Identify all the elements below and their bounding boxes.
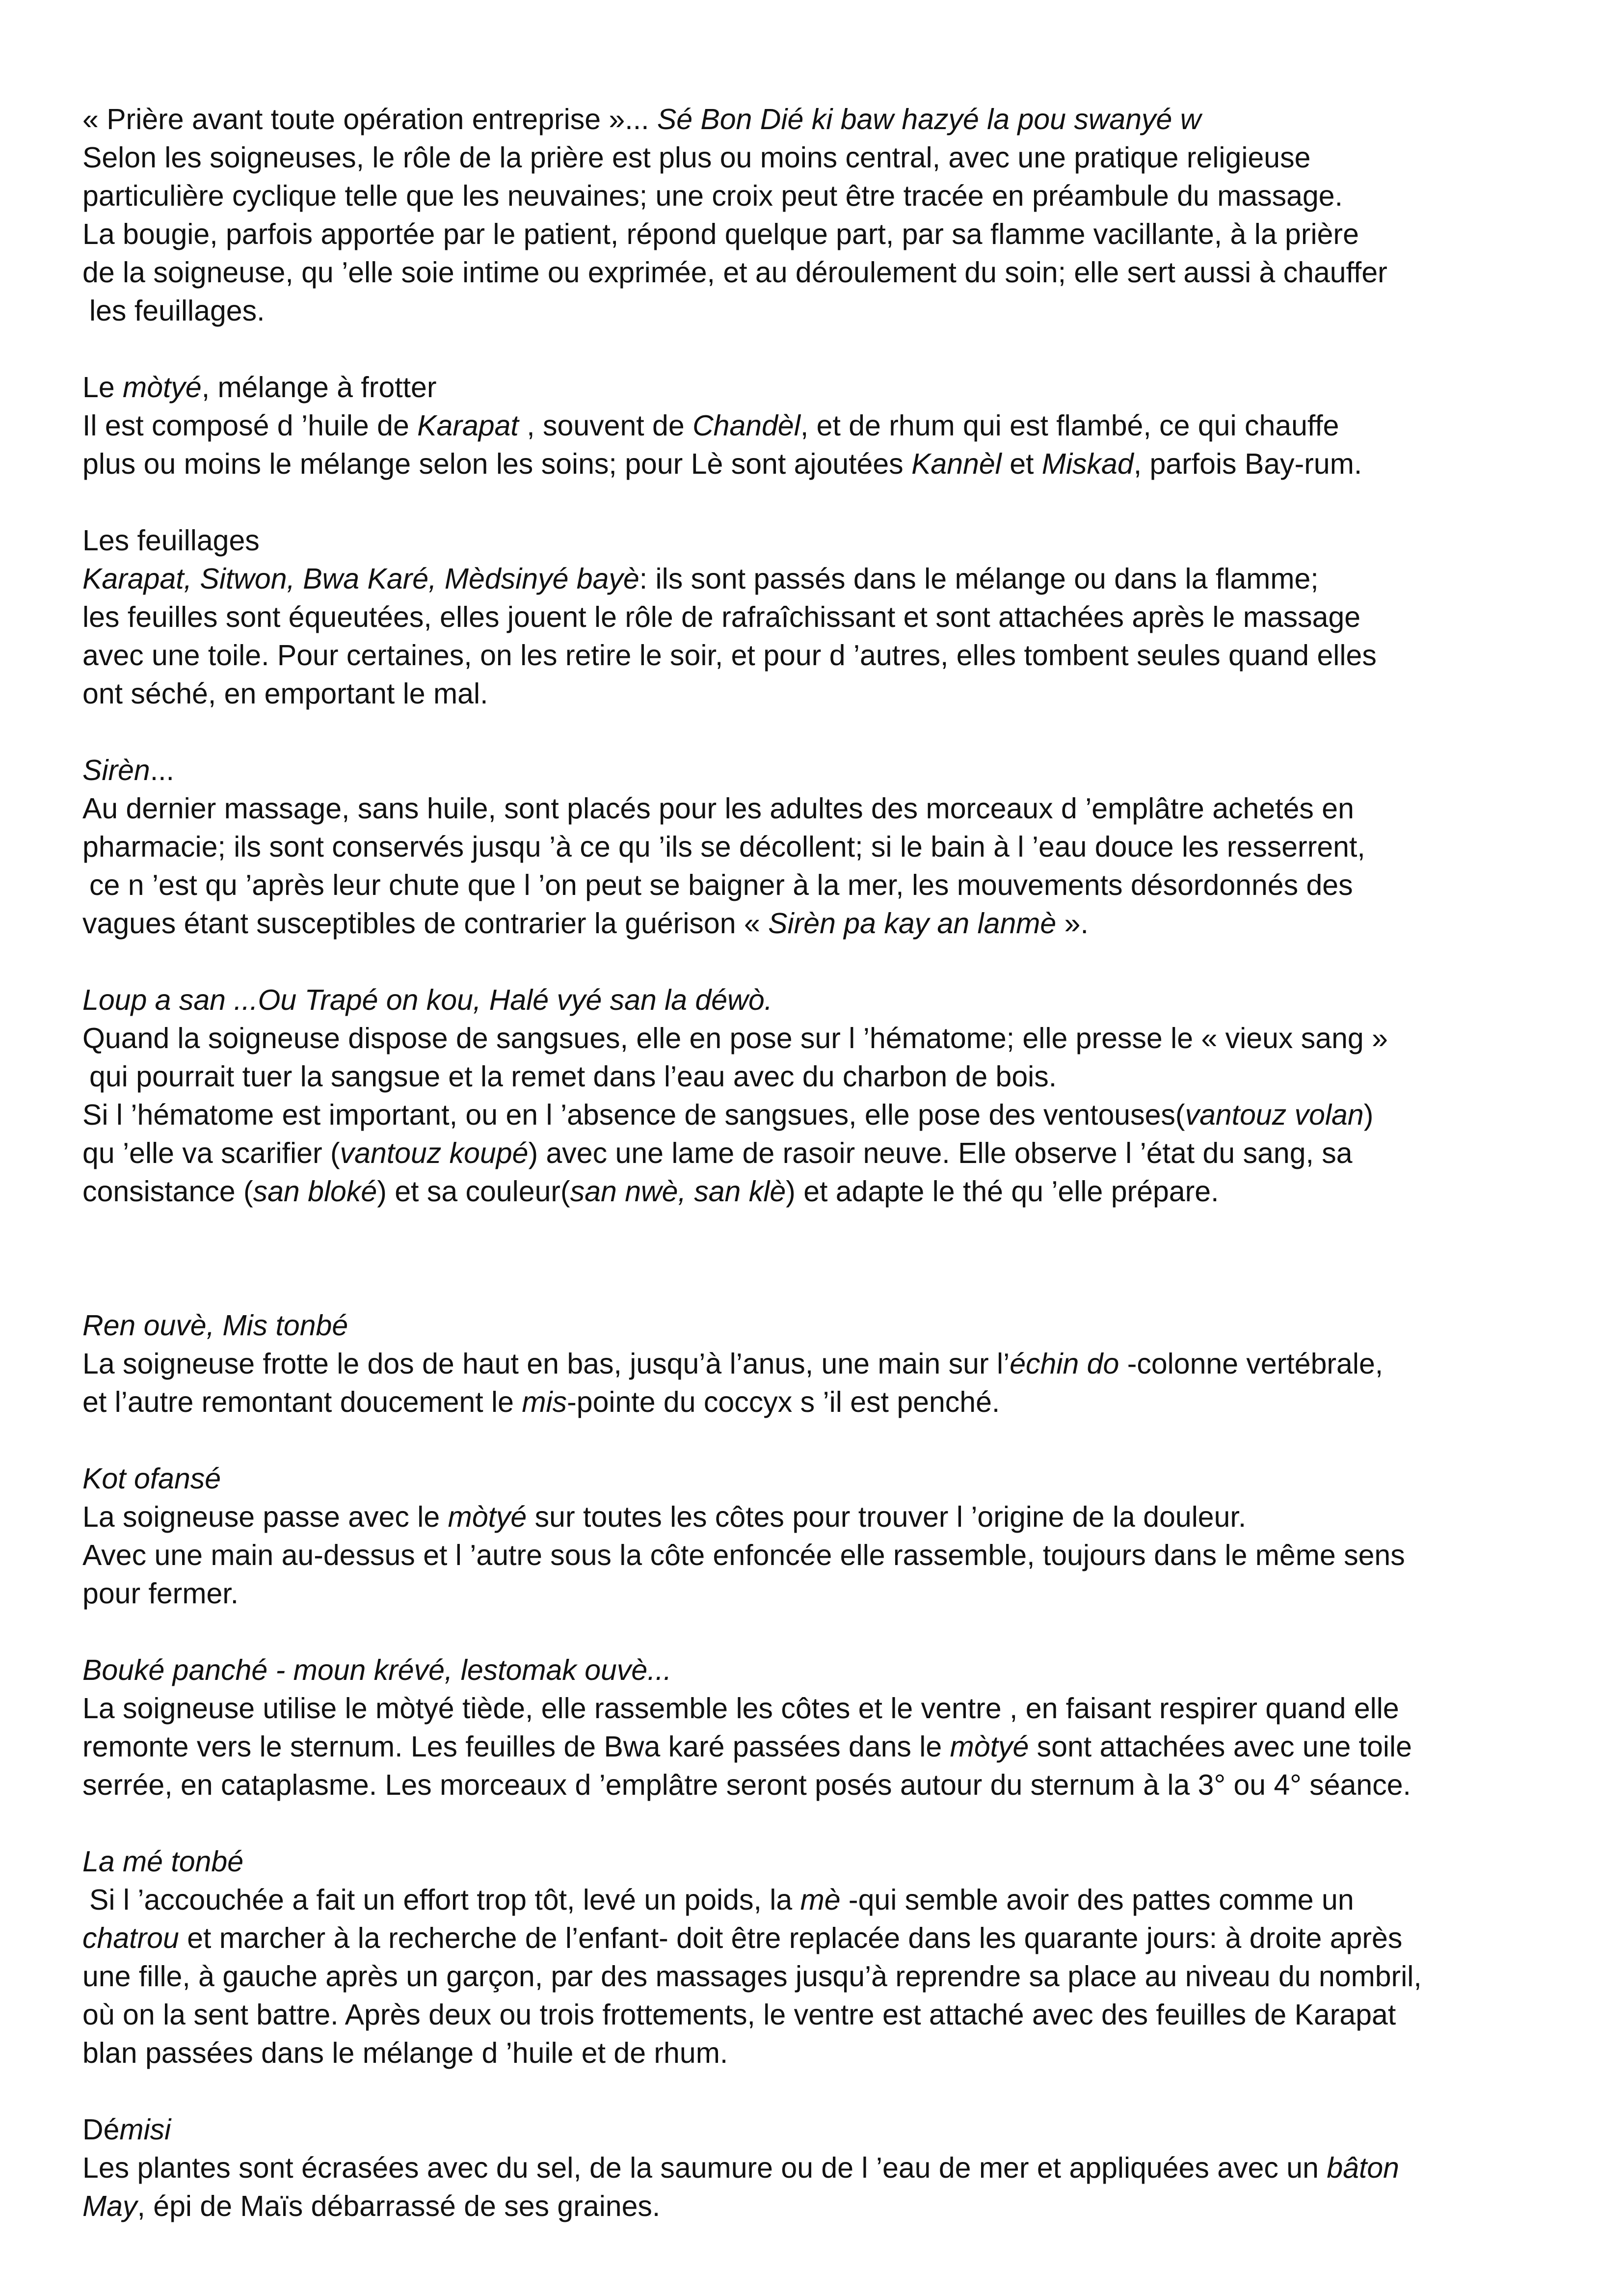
section-title: Les feuillages (82, 524, 260, 557)
section-la-me-tonbe (82, 1842, 1555, 2072)
paragraph-line: blan passées dans le mélange d ’huile et de rhum. (82, 2037, 728, 2069)
paragraph-line: La soigneuse utilise le mòtyé tiède, elle rassemble les côtes et le ventre , en faisant respirer quand elle (82, 1692, 1399, 1725)
paragraph-line: Il est composé d ’huile de Karapat , souvent de Chandèl, et de rhum qui est flambé, ce qui chauffe (82, 409, 1339, 442)
paragraph-line: les feuillages. (89, 295, 265, 327)
section-loup-a-san (82, 981, 1555, 1211)
paragraph-line: ont séché, en emportant le mal. (82, 677, 488, 710)
section-kot-ofanse (82, 1459, 1555, 1613)
section-title: Ren ouvè, Mis tonbé (82, 1309, 348, 1342)
paragraph-line: vagues étant susceptibles de contrarier la guérison « Sirèn pa kay an lanmè ». (82, 907, 1089, 940)
paragraph-line: ce n ’est qu ’après leur chute que l ’on peut se baigner à la mer, les mouvements désordonnés des (89, 869, 1353, 901)
paragraph-line: Avec une main au-dessus et l ’autre sous la côte enfoncée elle rassemble, toujours dans le même sens (82, 1539, 1405, 1571)
paragraph-line: avec une toile. Pour certaines, on les retire le soir, et pour d ’autres, elles tombent seules quand elles (82, 639, 1377, 672)
paragraph-line: La soigneuse frotte le dos de haut en bas, jusqu’à l’anus, une main sur l’échin do -colonne vertébrale, (82, 1348, 1384, 1380)
section-title: Sirèn... (82, 754, 174, 786)
paragraph-line: Si l ’accouchée a fait un effort trop tôt, levé un poids, la mè -qui semble avoir des pattes comme un (89, 1884, 1354, 1916)
paragraph-line: La soigneuse passe avec le mòtyé sur toutes les côtes pour trouver l ’origine de la douleur. (82, 1501, 1247, 1533)
section-title: Le mòtyé, mélange à frotter (82, 371, 437, 404)
paragraph-line: Si l ’hématome est important, ou en l ’absence de sangsues, elle pose des ventouses(vantouz volan) (82, 1099, 1374, 1131)
section-siren (82, 751, 1555, 943)
section-title: Loup a san ...Ou Trapé on kou, Halé vyé san la déwò. (82, 984, 772, 1016)
paragraph-line: Au dernier massage, sans huile, sont placés pour les adultes des morceaux d ’emplâtre achetés en (82, 792, 1354, 825)
paragraph-line: qu ’elle va scarifier (vantouz koupé) avec une lame de rasoir neuve. Elle observe l ’état du sang, sa (82, 1137, 1353, 1169)
paragraph-line: remonte vers le sternum. Les feuilles de Bwa karé passées dans le mòtyé sont attachées avec une toile (82, 1730, 1412, 1763)
paragraph-line: Quand la soigneuse dispose de sangsues, elle en pose sur l ’hématome; elle presse le « vieux sang » (82, 1022, 1388, 1054)
paragraph-line (82, 100, 1555, 138)
paragraph-line: May, épi de Maïs débarrassé de ses graines. (82, 2190, 661, 2222)
paragraph-line: et l’autre remontant doucement le mis-pointe du coccyx s ’il est penché. (82, 1386, 1000, 1418)
paragraph-line: chatrou et marcher à la recherche de l’enfant- doit être replacée dans les quarante jours: à droite après (82, 1922, 1403, 1954)
paragraph-line: pour fermer. (82, 1577, 239, 1610)
paragraph-line: plus ou moins le mélange selon les soins; pour Lè sont ajoutées Kannèl et Miskad, parfois Bay-rum. (82, 448, 1362, 480)
section-demisi (82, 2110, 1555, 2225)
paragraph-line: une fille, à gauche après un garçon, par des massages jusqu’à reprendre sa place au niveau du nombril, (82, 1960, 1422, 1993)
paragraph-line: Selon les soigneuses, le rôle de la prière est plus ou moins central, avec une pratique religieuse (82, 141, 1311, 174)
text-run: « Prière avant toute opération entreprise »... (82, 103, 657, 135)
paragraph-line: qui pourrait tuer la sangsue et la remet dans l’eau avec du charbon de bois. (89, 1060, 1057, 1093)
section-bouke-panche (82, 1651, 1555, 1804)
document-page (82, 100, 1555, 2264)
paragraph-line: de la soigneuse, qu ’elle soie intime ou exprimée, et au déroulement du soin; elle sert aussi à chauffer (82, 256, 1387, 289)
paragraph-line: particulière cyclique telle que les neuvaines; une croix peut être tracée en préambule du massage. (82, 180, 1343, 212)
paragraph-line: serrée, en cataplasme. Les morceaux d ’emplâtre seront posés autour du sternum à la 3° ou 4° séance. (82, 1769, 1411, 1801)
section-title: La mé tonbé (82, 1845, 244, 1878)
creole-phrase: Sé Bon Dié ki baw hazyé la pou swanyé w (657, 103, 1201, 135)
paragraph-line: où on la sent battre. Après deux ou trois frottements, le ventre est attaché avec des feuilles de Karapat (82, 1999, 1396, 2031)
section-title: Démisi (82, 2113, 171, 2146)
section-title: Bouké panché - moun krévé, lestomak ouvè... (82, 1654, 672, 1686)
paragraph-line: consistance (san bloké) et sa couleur(san nwè, san klè) et adapte le thé qu ’elle prépare. (82, 1175, 1219, 1208)
paragraph-line: pharmacie; ils sont conservés jusqu ’à ce qu ’ils se décollent; si le bain à l ’eau douce les resserrent, (82, 831, 1365, 863)
section-motye (82, 368, 1555, 483)
section-ren-ouve (82, 1306, 1555, 1421)
paragraph-line: La bougie, parfois apportée par le patient, répond quelque part, par sa flamme vacillante, à la prière (82, 218, 1359, 250)
paragraph-line: Les plantes sont écrasées avec du sel, de la saumure ou de l ’eau de mer et appliquées avec un bâton (82, 2152, 1399, 2184)
section-title: Kot ofansé (82, 1462, 221, 1495)
section-feuillages (82, 521, 1555, 713)
paragraph-line: Karapat, Sitwon, Bwa Karé, Mèdsinyé bayè: ils sont passés dans le mélange ou dans la flamme; (82, 563, 1319, 595)
section-priere (82, 100, 1555, 330)
paragraph-line: les feuilles sont équeutées, elles jouent le rôle de rafraîchissant et sont attachées après le massage (82, 601, 1361, 633)
